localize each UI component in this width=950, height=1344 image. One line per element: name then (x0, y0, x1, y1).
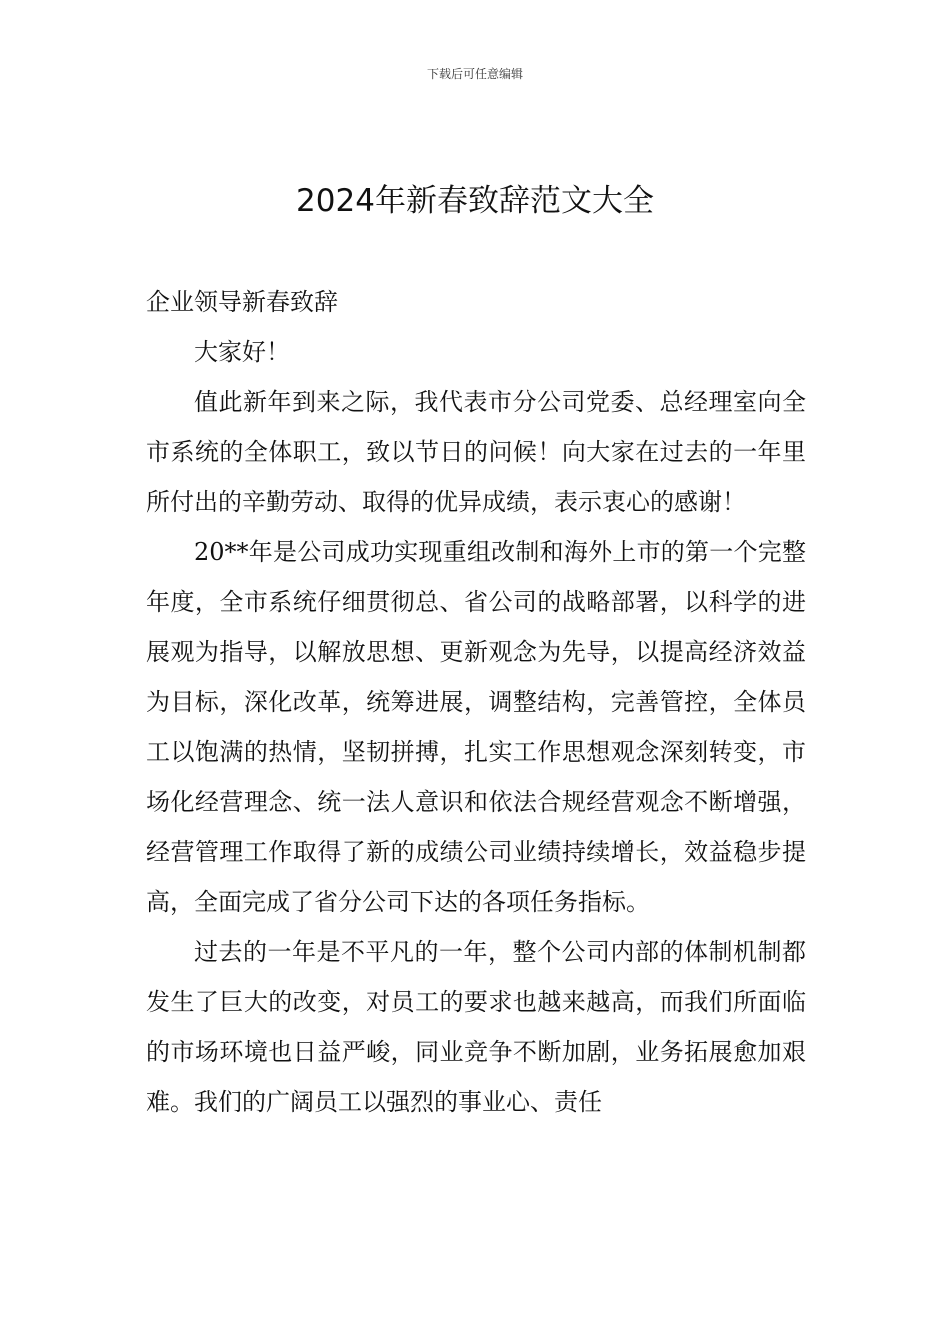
paragraph-greeting: 大家好！ (194, 338, 290, 366)
section-heading: 企业领导新春致辞 (146, 288, 338, 316)
paragraph-3: 过去的一年是不平凡的一年，整个公司内部的体制机制都发生了巨大的改变，对员工的要求也越来越高，而我们所面临的市场环境也日益严峻，同业竞争不断加剧，业务拓展愈加艰难。我们的广阔员工以强烈的事业心、责任 (146, 938, 806, 1116)
paragraph-2: 20**年是公司成功实现重组改制和海外上市的第一个完整年度，全市系统仔细贯彻总、省公司的战略部署，以科学的进展观为指导，以解放思想、更新观念为先导，以提高经济效益为目标，深化改革，统筹进展，调整结构，完善管控，全体员工以饱满的热情，坚韧拼搏，扎实工作思想观念深刻转变，市场化经营理念、统一法人意识和依法合规经营观念不断增强，经营管理工作取得了新的成绩公司业绩持续增长，效益稳步提高，全面完成了省分公司下达的各项任务指标。 (146, 538, 806, 916)
header-note: 下载后可任意编辑 (426, 67, 523, 81)
document-body (146, 277, 806, 1127)
document-title: 2024年新春致辞范文大全 (296, 183, 654, 219)
paragraph-1: 值此新年到来之际，我代表市分公司党委、总经理室向全市系统的全体职工，致以节日的问候！向大家在过去的一年里所付出的辛勤劳动、取得的优异成绩，表示衷心的感谢！ (146, 388, 806, 516)
